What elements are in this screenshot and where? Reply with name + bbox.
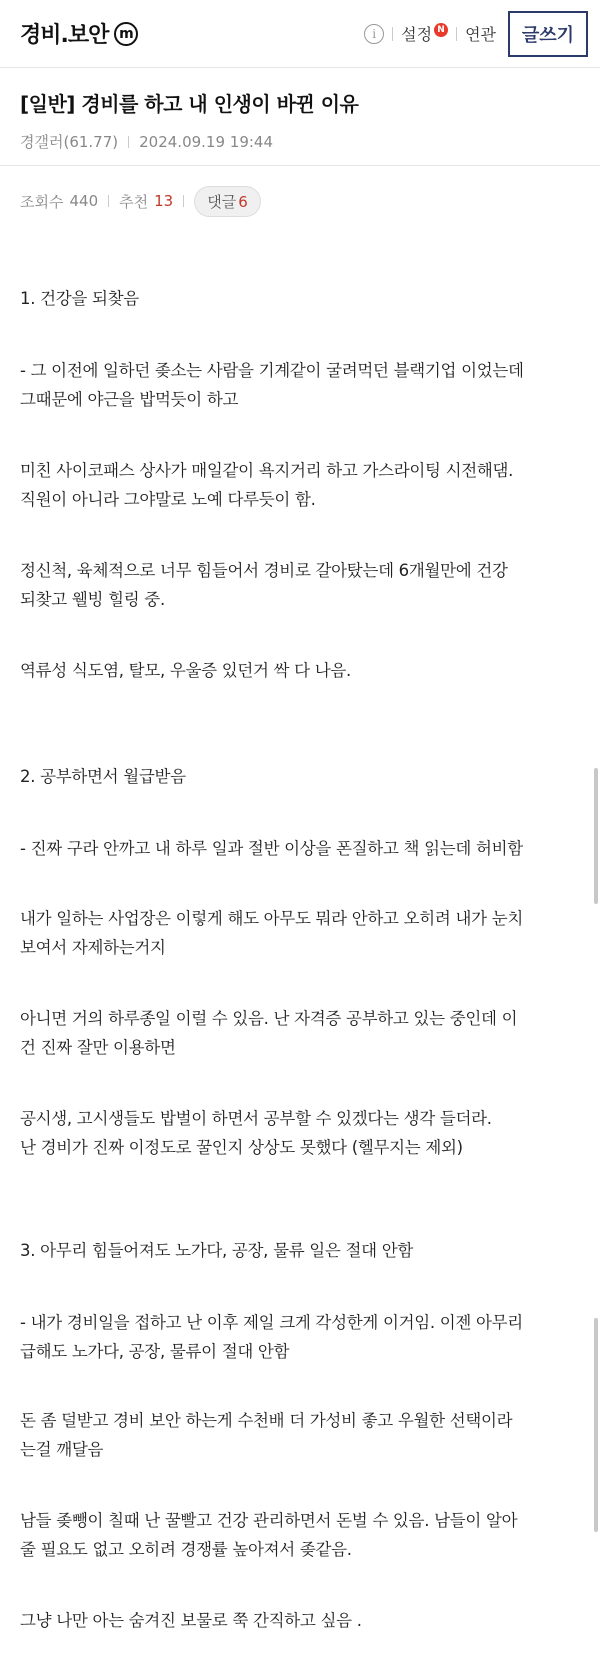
paragraph: 역류성 식도염, 탈모, 우울증 있던거 싹 다 나음. — [20, 661, 351, 680]
divider — [108, 195, 109, 207]
paragraph: 공시생, 고시생들도 밥벌이 하면서 공부할 수 있겠다는 생각 들더라. — [20, 1109, 492, 1128]
views-label: 조회수 — [20, 192, 64, 211]
header-actions — [364, 11, 588, 57]
board-logo[interactable] — [20, 18, 138, 49]
scrollbar-thumb[interactable] — [594, 768, 598, 904]
post-datetime: 2024.09.19 19:44 — [139, 132, 274, 151]
paragraph: 돈 좀 덜받고 경비 보안 하는게 수천배 더 가성비 좋고 우월한 선택이라 — [20, 1411, 513, 1430]
paragraph: 2. 공부하면서 월급받음 — [20, 767, 186, 786]
paragraph: 직원이 아니라 그야말로 노예 다루듯이 함. — [20, 490, 316, 509]
paragraph: - 진짜 구라 안까고 내 하루 일과 절반 이상을 폰질하고 책 읽는데 허비함 — [20, 839, 523, 858]
comments-count: 6 — [238, 192, 248, 211]
paragraph: 정신척, 육체적으로 너무 힘들어서 경비로 갈아탔는데 6개월만에 건강 — [20, 561, 508, 580]
paragraph: 아니면 거의 하루종일 이럴 수 있음. 난 자격증 공부하고 있는 중인데 이 — [20, 1009, 518, 1028]
minor-gallery-badge: m — [114, 22, 138, 46]
paragraph: - 그 이전에 일하던 좆소는 사람을 기계같이 굴려먹던 블랙기업 이었는데 — [20, 361, 524, 380]
new-badge: N — [434, 23, 448, 37]
paragraph: 급해도 노가다, 공장, 물류이 절대 안함 — [20, 1342, 290, 1361]
divider — [128, 136, 129, 148]
divider — [456, 27, 457, 41]
comments-label: 댓글 — [207, 192, 237, 211]
related-link[interactable]: 연관 — [465, 25, 496, 44]
post-author[interactable]: 경갤러(61.77) — [20, 133, 119, 151]
post-title: [일반] 경비를 하고 내 인생이 바뀐 이유 — [20, 92, 359, 116]
divider — [392, 27, 393, 41]
likes-count: 13 — [154, 192, 174, 210]
likes-label: 추천 — [119, 192, 149, 211]
paragraph: 남들 좆뺑이 칠때 난 꿀빨고 건강 관리하면서 돈벌 수 있음. 남들이 알아 — [20, 1511, 518, 1530]
post-meta — [20, 131, 580, 152]
views-count: 440 — [69, 192, 99, 210]
board-name[interactable]: 경비.보안 — [20, 23, 109, 48]
paragraph: 건 진짜 잘만 이용하면 — [20, 1038, 176, 1057]
paragraph: 줄 필요도 없고 오히려 경쟁률 높아져서 좆같음. — [20, 1540, 352, 1559]
comments-button[interactable] — [194, 186, 261, 217]
post-header — [0, 68, 600, 166]
top-header — [0, 0, 600, 68]
paragraph: 내가 일하는 사업장은 이렇게 해도 아무도 뭐라 안하고 오히려 내가 눈치 — [20, 909, 523, 928]
paragraph: 그냥 나만 아는 숨겨진 보물로 쭉 간직하고 싶음 . — [20, 1611, 362, 1630]
paragraph: - 내가 경비일을 접하고 난 이후 제일 크게 각성한게 이거임. 이젠 아무리 — [20, 1313, 523, 1332]
post-stats — [0, 166, 600, 236]
divider — [183, 195, 184, 207]
settings-link[interactable] — [401, 22, 448, 45]
paragraph: 는걸 깨달음 — [20, 1440, 104, 1459]
paragraph: 보여서 자제하는거지 — [20, 938, 166, 957]
paragraph: 3. 아무리 힘들어져도 노가다, 공장, 물류 일은 절대 안함 — [20, 1241, 414, 1260]
scrollbar-thumb[interactable] — [594, 1318, 598, 1532]
paragraph: 난 경비가 진짜 이정도로 꿀인지 상상도 못했다 (헬무지는 제외) — [20, 1138, 463, 1157]
paragraph: 미친 사이코패스 상사가 매일같이 욕지거리 하고 가스라이팅 시전해댐. — [20, 461, 514, 480]
paragraph: 되찾고 웰빙 힐링 중. — [20, 590, 165, 609]
write-button[interactable]: 글쓰기 — [508, 11, 588, 57]
settings-label: 설정 — [401, 25, 433, 44]
paragraph: 1. 건강을 되찾음 — [20, 289, 139, 308]
info-icon[interactable]: i — [364, 24, 384, 44]
paragraph: 그때문에 야근을 밥먹듯이 하고 — [20, 390, 239, 409]
